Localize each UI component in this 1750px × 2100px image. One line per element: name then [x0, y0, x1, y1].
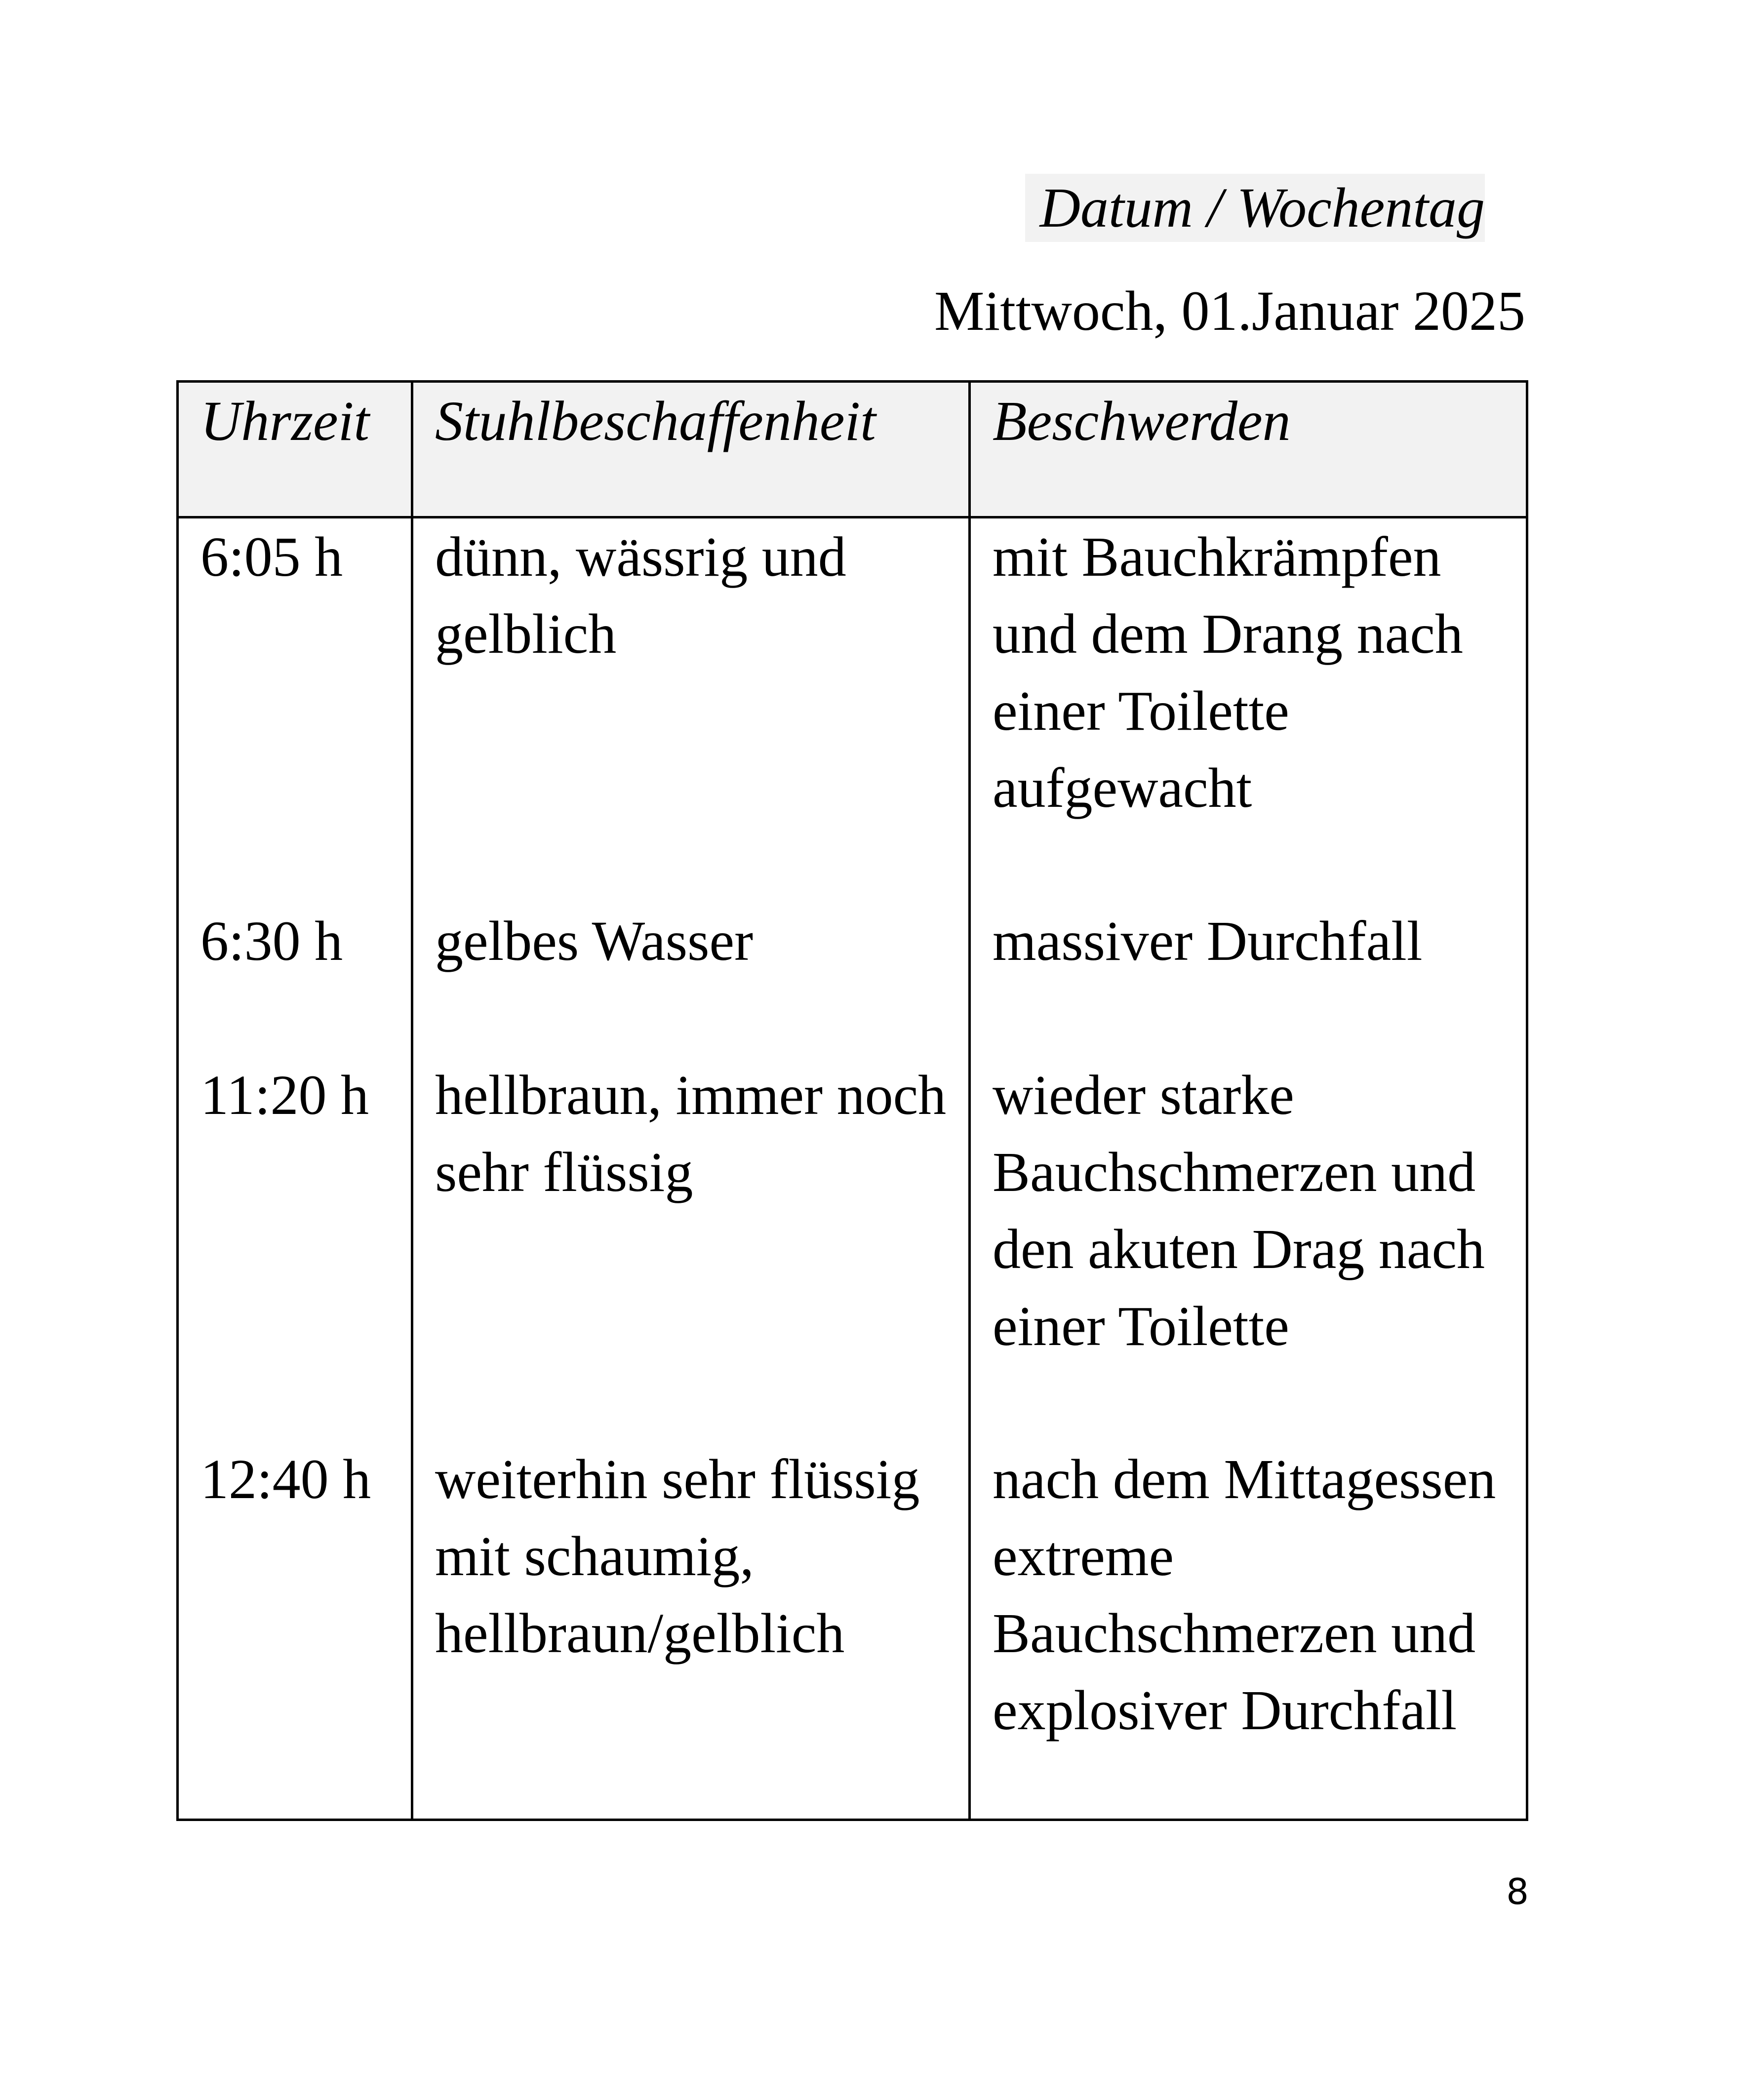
table-row [178, 1057, 1527, 1441]
cell-consistency: dünn, wässrig und gelblich [412, 517, 970, 903]
cell-complaints: wieder starke Bauchschmerzen und den akuten Drag nach einer Toilette [970, 1057, 1527, 1441]
date-weekday-heading: Datum / Wochentag [1039, 176, 1485, 239]
date-line: Mittwoch, 01.Januar 2025 [934, 279, 1525, 342]
table-row [178, 903, 1527, 1057]
cell-complaints: mit Bauchkrämpfen und dem Drang nach einer Toilette aufgewacht [970, 517, 1527, 903]
cell-complaints: nach dem Mittagessen extreme Bauchschmerzen und explosiver Durchfall [970, 1441, 1527, 1820]
table-row [178, 517, 1527, 903]
page-number: 8 [1506, 1871, 1529, 1912]
cell-consistency: gelbes Wasser [412, 903, 970, 1057]
cell-consistency: hellbraun, immer noch sehr flüssig [412, 1057, 970, 1441]
table-row [178, 1441, 1527, 1820]
cell-time: 6:30 h [178, 903, 412, 1057]
header-consistency: Stuhlbeschaffenheit [412, 382, 970, 517]
cell-complaints: massiver Durchfall [970, 903, 1527, 1057]
stool-diary-table [176, 380, 1528, 1821]
cell-time: 6:05 h [178, 517, 412, 903]
cell-consistency: weiterhin sehr flüssig mit schaumig, hellbraun/gelblich [412, 1441, 970, 1820]
cell-time: 12:40 h [178, 1441, 412, 1820]
table-header-row [178, 382, 1527, 517]
header-time: Uhrzeit [178, 382, 412, 517]
cell-time: 11:20 h [178, 1057, 412, 1441]
header-complaints: Beschwerden [970, 382, 1527, 517]
